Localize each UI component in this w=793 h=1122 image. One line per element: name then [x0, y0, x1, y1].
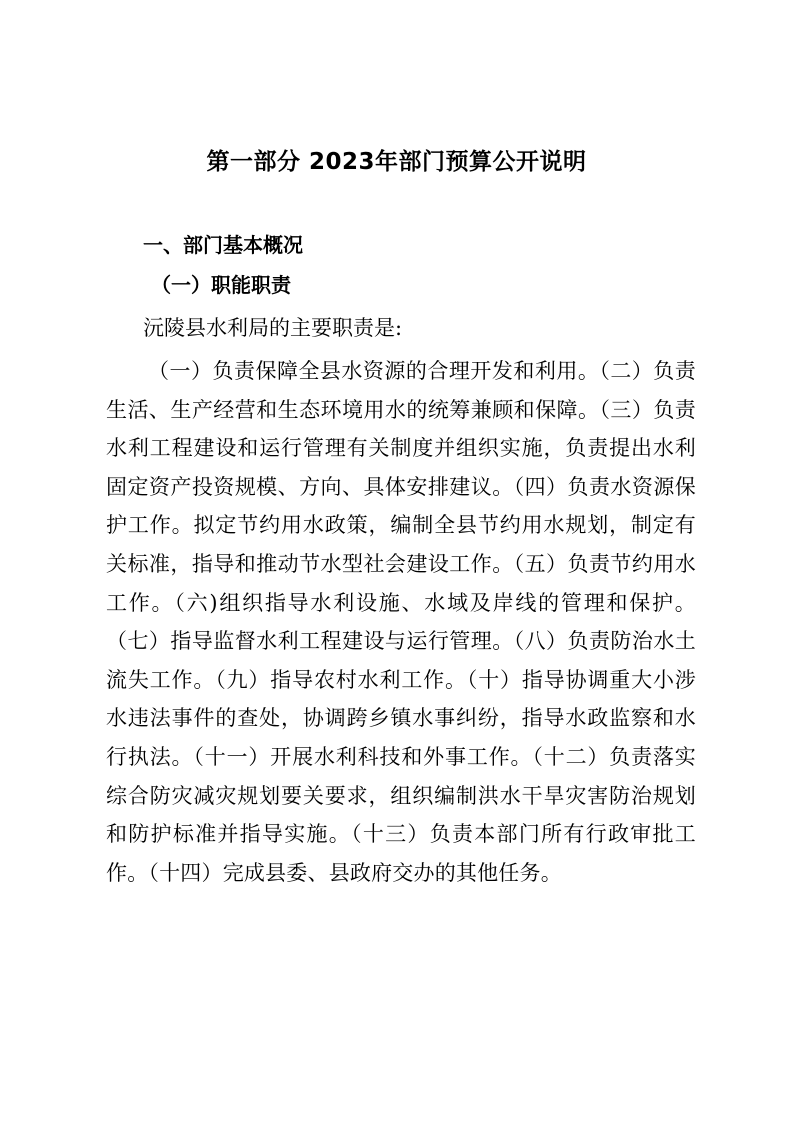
section-heading: 一、部门基本概况	[143, 233, 303, 257]
page-title: 第一部分 2023年部门预算公开说明	[206, 149, 587, 175]
intro-paragraph: 沅陵县水利局的主要职责是:	[143, 316, 403, 340]
duties-paragraph: （一）负责保障全县水资源的合理开发和利用。（二）负责生活、生产经营和生态环境用水的统筹兼顾和保障。（三）负责水利工程建设和运行管理有关制度并组织实施，负责提出水利固定资产投资规模、方向、具体安排建议。（四）负责水资源保护工作。拟定节约用水政策，编制全县节约用水规划，制定有关标准，指导和推动节水型社会建设工作。（五）负责节约用水工作。（六)组织指导水利设施、水域及岸线的管理和保护。（七）指导监督水利工程建设与运行管理。（八）负责防治水土流失工作。（九）指导农村水利工作。（十）指导协调重大小涉水违法事件的查处，协调跨乡镇水事纠纷，指导水政监察和水行执法。（十一）开展水利科技和外事工作。（十二）负责落实综合防灾减灾规划要关要求，组织编制洪水干旱灾害防治规划和防护标准并指导实施。（十三）负责本部门所有行政审批工作。（十四）完成县委、县政府交办的其他任务。	[106, 359, 696, 885]
sub-heading: （一）职能职责	[151, 273, 291, 297]
